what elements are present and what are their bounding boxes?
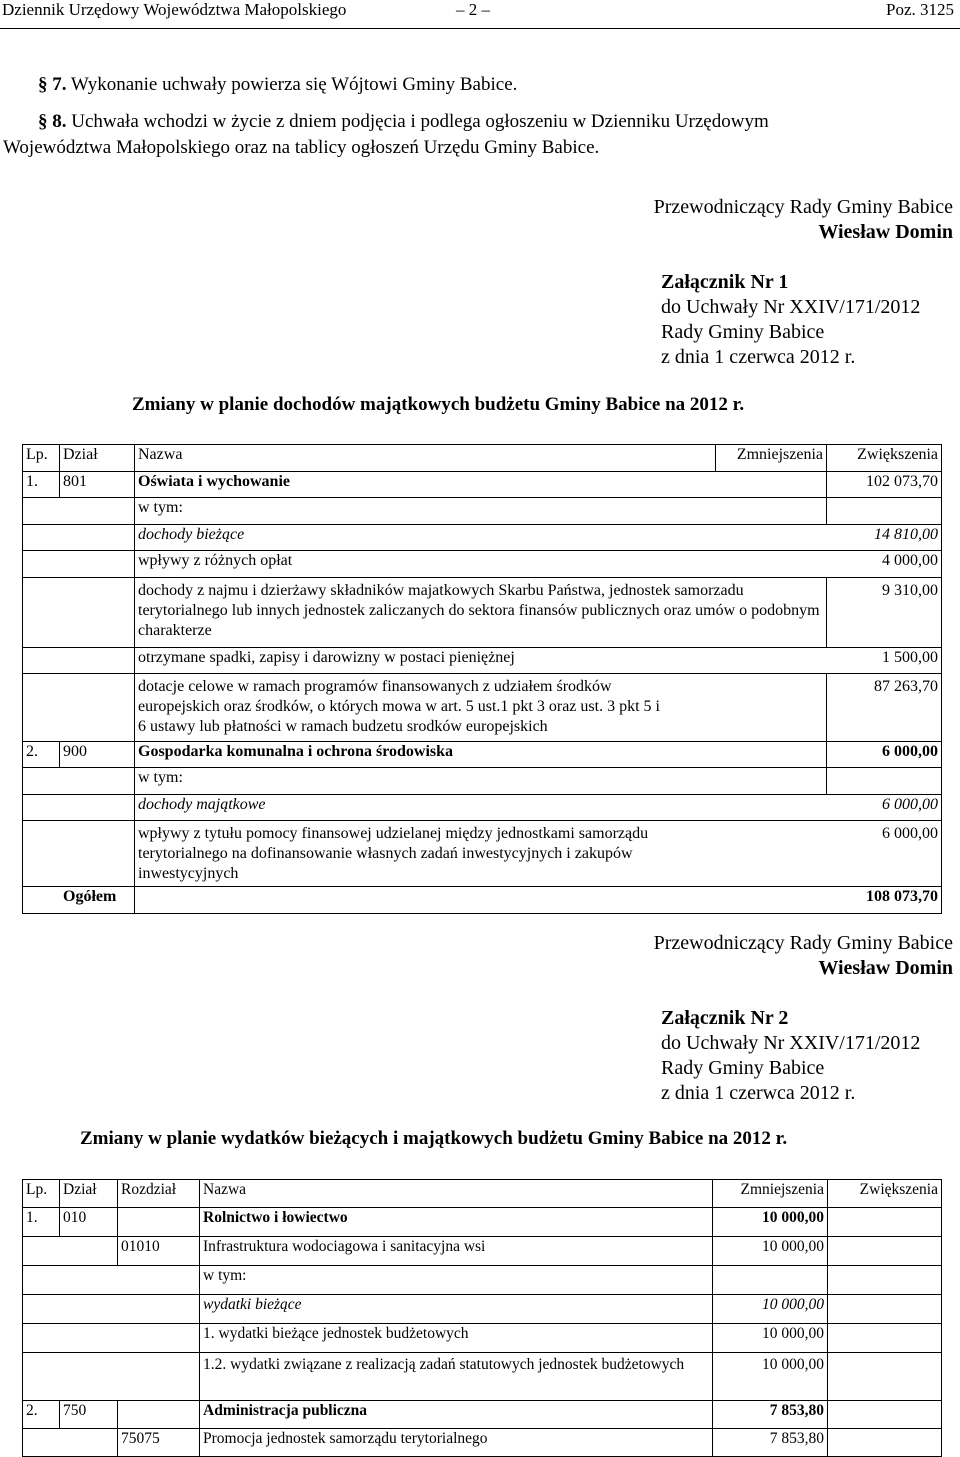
row-rozdzial (118, 1401, 200, 1429)
col-nazwa-header: Nazwa (135, 445, 716, 472)
paragraph-8-line2: Województwa Małopolskiego oraz na tablicy ogłoszeń Urzędu Gminy Babice. (3, 137, 600, 158)
signature-name: Wiesław Domin (818, 957, 953, 979)
col-rozdzial-header: Rozdział (118, 1180, 200, 1208)
col-lp-header: Lp. (23, 1180, 60, 1208)
table-row (23, 1429, 942, 1457)
row-decrease (713, 1266, 828, 1295)
row-spacer (23, 551, 135, 578)
table-row (23, 472, 942, 498)
annex-2-header (661, 1006, 920, 1106)
row-name: w tym: (200, 1266, 713, 1295)
row-increase (828, 1266, 942, 1295)
row-name: wpływy z różnych opłat (135, 551, 827, 578)
row-lp: 2. (23, 742, 60, 768)
row-name: w tym: (135, 498, 827, 525)
row-increase: 6 000,00 (827, 795, 942, 821)
table-row (23, 1266, 942, 1295)
table-row (23, 578, 942, 648)
row-name: dochody z najmu i dzierżawy składników majatkowych Skarbu Państwa, jednostek samorzadu terytorialnego lub innych jednostek zaliczanych do sektora finansów publicznych oraz umów o podobnym charakterze (135, 578, 827, 648)
row-name: Infrastruktura wodociagowa i sanitacyjna wsi (200, 1237, 713, 1266)
row-increase: 4 000,00 (827, 551, 942, 578)
table-row (23, 498, 942, 525)
row-lp: 1. (23, 1208, 60, 1237)
total-value: 108 073,70 (827, 887, 942, 914)
table-row (23, 742, 942, 768)
row-lp: 1. (23, 472, 60, 498)
row-spacer (23, 821, 135, 887)
row-name: wpływy z tytułu pomocy finansowej udzielanej między jednostkami samorządu terytorialnego na dofinansowanie własnych zadań inwestycyjnych i zakupów inwestycyjnych (135, 821, 827, 887)
paragraph-8-number: § 8. (38, 111, 67, 132)
row-decrease: 10 000,00 (713, 1353, 828, 1401)
row-spacer (23, 674, 135, 742)
signature-title: Przewodniczący Rady Gminy Babice (653, 932, 953, 954)
row-decrease: 10 000,00 (713, 1237, 828, 1266)
col-increase-header: Zwiększenia (828, 1180, 942, 1208)
income-table (22, 444, 942, 914)
row-dzial: 900 (60, 742, 135, 768)
table-row (23, 1401, 942, 1429)
table-row (23, 551, 942, 578)
row-spacer (23, 795, 135, 821)
signature-block-2 (654, 932, 953, 980)
row-increase: 9 310,00 (827, 578, 942, 648)
row-name: 1. wydatki bieżące jednostek budżetowych (200, 1324, 713, 1353)
row-increase: 102 073,70 (827, 472, 942, 498)
annex-1-heading: Zmiany w planie dochodów majątkowych budżetu Gminy Babice na 2012 r. (132, 394, 745, 415)
paragraph-7-text: Wykonanie uchwały powierza się Wójtowi Gminy Babice. (70, 74, 518, 95)
expense-table (22, 1179, 942, 1457)
annex-1-header (661, 270, 920, 370)
table-row (23, 821, 942, 887)
table-row (23, 525, 942, 551)
col-decrease-header: Zmniejszenia (713, 1180, 828, 1208)
table-row (23, 795, 942, 821)
row-name: Administracja publiczna (200, 1401, 713, 1429)
table-row (23, 1295, 942, 1324)
row-name: dochody bieżące (135, 525, 827, 551)
row-name: w tym: (135, 768, 827, 795)
col-lp-header: Lp. (23, 445, 60, 472)
annex-2-heading: Zmiany w planie wydatków bieżących i majątkowych budżetu Gminy Babice na 2012 r. (80, 1128, 788, 1149)
row-spacer (23, 648, 135, 674)
table-row (23, 768, 942, 795)
signature-title: Przewodniczący Rady Gminy Babice (653, 196, 953, 218)
row-spacer (23, 1353, 200, 1401)
annex-1-council: Rady Gminy Babice (661, 321, 825, 343)
row-rozdzial: 75075 (118, 1429, 200, 1457)
page-number: – 2 – (456, 0, 490, 19)
row-dzial: 750 (60, 1401, 118, 1429)
table-row (23, 674, 942, 742)
col-dzial-header: Dział (60, 1180, 118, 1208)
row-spacer (23, 1324, 200, 1353)
table-total-row (23, 887, 942, 914)
row-name: otrzymane spadki, zapisy i darowizny w postaci pieniężnej (135, 648, 827, 674)
annex-1-title: Załącznik Nr 1 (661, 271, 789, 293)
col-decrease-header: Zmniejszenia (716, 445, 827, 472)
row-spacer (23, 1295, 200, 1324)
row-decrease: 7 853,80 (713, 1429, 828, 1457)
row-decrease: 7 853,80 (713, 1401, 828, 1429)
row-name: Gospodarka komunalna i ochrona środowiska (135, 742, 827, 768)
table-row (23, 648, 942, 674)
row-dzial: 801 (60, 472, 135, 498)
total-label: Ogółem (23, 887, 135, 914)
paragraph-7-number: § 7. (38, 74, 67, 95)
row-spacer (23, 1429, 118, 1457)
row-increase: 1 500,00 (827, 648, 942, 674)
row-increase: 87 263,70 (827, 674, 942, 742)
paragraph-7 (38, 74, 517, 96)
table-row (23, 1237, 942, 1266)
row-dzial: 010 (60, 1208, 118, 1237)
table-row (23, 1353, 942, 1401)
row-increase (828, 1237, 942, 1266)
row-spacer (23, 1266, 200, 1295)
table-header-row (23, 445, 942, 472)
row-spacer (23, 498, 135, 525)
row-increase: 14 810,00 (827, 525, 942, 551)
row-rozdzial (118, 1208, 200, 1237)
row-spacer (23, 525, 135, 551)
row-decrease: 10 000,00 (713, 1295, 828, 1324)
col-nazwa-header: Nazwa (200, 1180, 713, 1208)
table-row (23, 1324, 942, 1353)
header-rule (0, 28, 960, 29)
row-name: Oświata i wychowanie (135, 472, 827, 498)
row-name: wydatki bieżące (200, 1295, 713, 1324)
row-name: dotacje celowe w ramach programów finansowanych z udziałem środków europejskich oraz środków, o których mowa w art. 5 ust.1 pkt 3 oraz ust. 3 pkt 5 i 6 ustawy lub płatności w ramach budzetu srodków europejskich (135, 674, 827, 742)
row-increase (828, 1324, 942, 1353)
row-name: Promocja jednostek samorządu terytorialnego (200, 1429, 713, 1457)
annex-2-title: Załącznik Nr 2 (661, 1007, 789, 1029)
col-dzial-header: Dział (60, 445, 135, 472)
row-increase: 6 000,00 (827, 821, 942, 887)
signature-name: Wiesław Domin (818, 221, 953, 243)
position-number: Poz. 3125 (886, 0, 954, 19)
row-spacer (23, 768, 135, 795)
row-lp: 2. (23, 1401, 60, 1429)
row-name: dochody majątkowe (135, 795, 827, 821)
row-increase (827, 768, 942, 795)
row-decrease: 10 000,00 (713, 1208, 828, 1237)
row-spacer (23, 578, 135, 648)
row-increase (828, 1401, 942, 1429)
row-name: 1.2. wydatki związane z realizacją zadań statutowych jednostek budżetowych (200, 1353, 713, 1401)
annex-1-resolution: do Uchwały Nr XXIV/171/2012 (661, 296, 921, 318)
table-row (23, 1208, 942, 1237)
annex-2-resolution: do Uchwały Nr XXIV/171/2012 (661, 1032, 921, 1054)
signature-block (654, 196, 953, 244)
row-increase: 6 000,00 (827, 742, 942, 768)
row-rozdzial: 01010 (118, 1237, 200, 1266)
table-header-row (23, 1180, 942, 1208)
row-increase (828, 1295, 942, 1324)
row-increase (828, 1353, 942, 1401)
journal-title: Dziennik Urzędowy Województwa Małopolskiego (2, 0, 347, 19)
annex-2-council: Rady Gminy Babice (661, 1057, 825, 1079)
row-increase (828, 1429, 942, 1457)
total-spacer (135, 887, 827, 914)
row-increase (828, 1208, 942, 1237)
row-spacer (23, 1237, 118, 1266)
paragraph-8 (38, 111, 956, 133)
row-increase (827, 498, 942, 525)
col-increase-header: Zwiększenia (827, 445, 942, 472)
row-decrease: 10 000,00 (713, 1324, 828, 1353)
annex-1-date: z dnia 1 czerwca 2012 r. (661, 346, 856, 368)
paragraph-8-line1: Uchwała wchodzi w życie z dniem podjęcia i podlega ogłoszeniu w Dzienniku Urzędowym (71, 111, 769, 132)
annex-2-date: z dnia 1 czerwca 2012 r. (661, 1082, 856, 1104)
row-name: Rolnictwo i łowiectwo (200, 1208, 713, 1237)
